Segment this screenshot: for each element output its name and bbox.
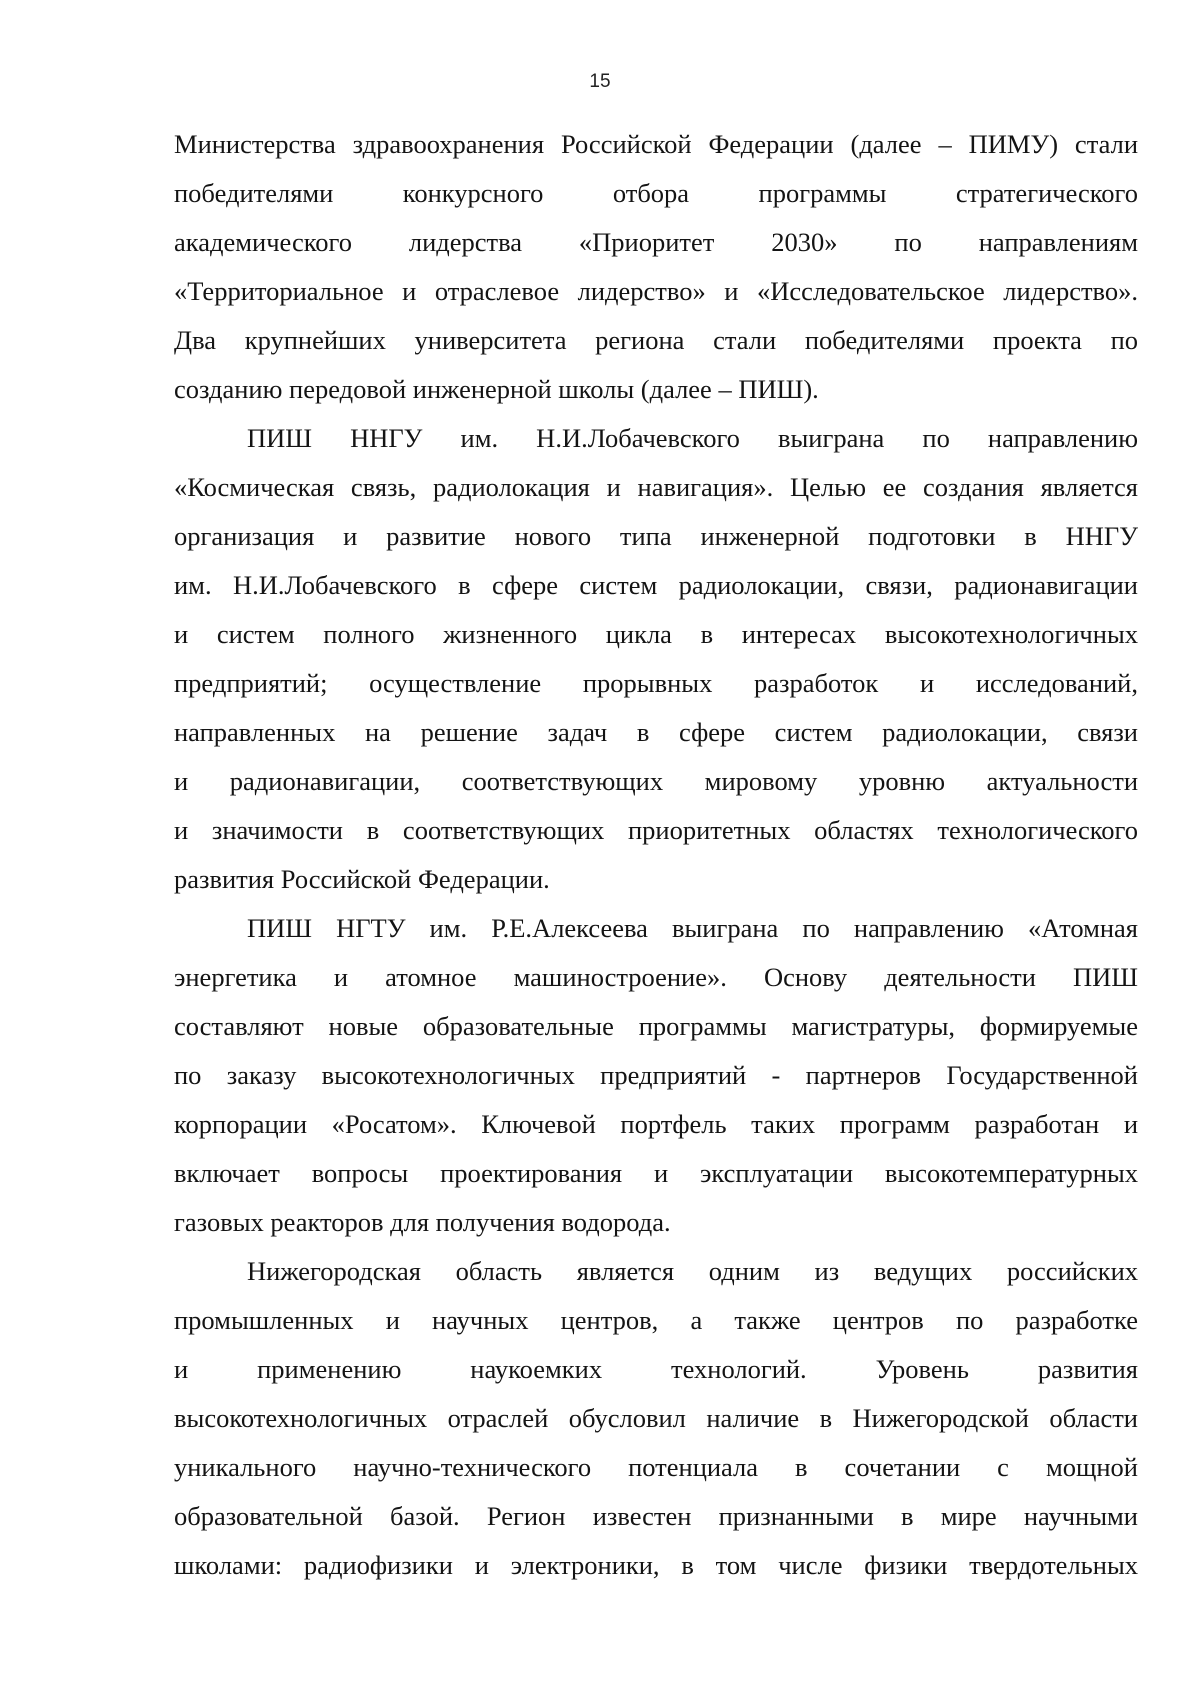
paragraph (174, 414, 1138, 904)
text-line: образовательной базой. Регион известен признанными в мире научными (174, 1501, 1138, 1531)
text-line: уникального научно-технического потенциала в сочетании с мощной (174, 1452, 1138, 1482)
text-line: ПИШ ННГУ им. Н.И.Лобачевского выиграна по направлению (247, 423, 1138, 453)
text-line: составляют новые образовательные программы магистратуры, формируемые (174, 1011, 1138, 1041)
text-line: ПИШ НГТУ им. Р.Е.Алексеева выиграна по направлению «Атомная (247, 913, 1138, 943)
text-line: им. Н.И.Лобачевского в сфере систем радиолокации, связи, радионавигации (174, 570, 1138, 600)
text-line: и применению наукоемких технологий. Уровень развития (174, 1354, 1138, 1384)
text-line: газовых реакторов для получения водорода. (174, 1207, 671, 1237)
text-line: и значимости в соответствующих приоритетных областях технологического (174, 815, 1138, 845)
page-number: 15 (589, 71, 611, 92)
text-line: развития Российской Федерации. (174, 864, 550, 894)
text-line: Нижегородская область является одним из ведущих российских (247, 1256, 1138, 1286)
text-line: «Космическая связь, радиолокация и навигация». Целью ее создания является (174, 472, 1138, 502)
text-line: победителями конкурсного отбора программы стратегического (174, 178, 1138, 208)
text-line: корпорации «Росатом». Ключевой портфель таких программ разработан и (174, 1109, 1138, 1139)
text-line: и радионавигации, соответствующих мировому уровню актуальности (174, 766, 1138, 796)
text-line: высокотехнологичных отраслей обусловил наличие в Нижегородской области (174, 1403, 1138, 1433)
text-line: и систем полного жизненного цикла в интересах высокотехнологичных (174, 619, 1138, 649)
document-body (174, 120, 1138, 1590)
text-line: организация и развитие нового типа инженерной подготовки в ННГУ (174, 521, 1138, 551)
text-line: промышленных и научных центров, а также центров по разработке (174, 1305, 1138, 1335)
paragraph (174, 904, 1138, 1247)
text-line: по заказу высокотехнологичных предприятий - партнеров Государственной (174, 1060, 1138, 1090)
text-line: Министерства здравоохранения Российской Федерации (далее – ПИМУ) стали (174, 129, 1138, 159)
paragraph (174, 120, 1138, 414)
text-line: Два крупнейших университета региона стали победителями проекта по (174, 325, 1138, 355)
text-line: включает вопросы проектирования и эксплуатации высокотемпературных (174, 1158, 1138, 1188)
text-line: предприятий; осуществление прорывных разработок и исследований, (174, 668, 1138, 698)
text-line: направленных на решение задач в сфере систем радиолокации, связи (174, 717, 1138, 747)
text-line: созданию передовой инженерной школы (далее – ПИШ). (174, 374, 819, 404)
text-line: энергетика и атомное машиностроение». Основу деятельности ПИШ (174, 962, 1138, 992)
text-line: «Территориальное и отраслевое лидерство» и «Исследовательское лидерство». (174, 276, 1138, 306)
paragraph (174, 1247, 1138, 1590)
text-line: школами: радиофизики и электроники, в том числе физики твердотельных (174, 1550, 1138, 1580)
text-line: академического лидерства «Приоритет 2030» по направлениям (174, 227, 1138, 257)
